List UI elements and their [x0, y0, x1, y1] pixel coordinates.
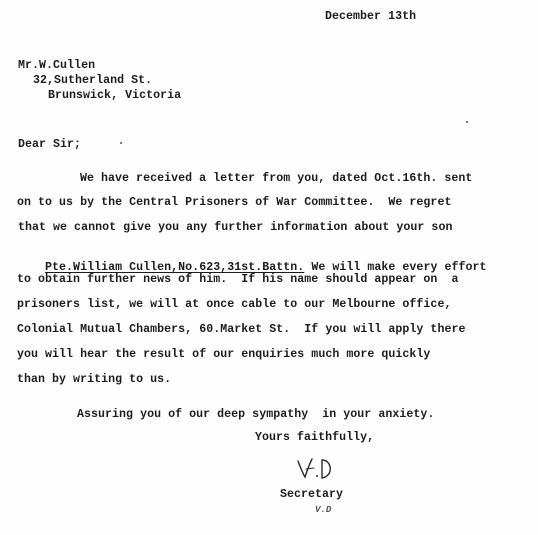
- body-line-3: that we cannot give you any further information about your son: [18, 221, 453, 234]
- body-line-6: prisoners list, we will at once cable to our Melbourne office,: [17, 298, 452, 311]
- closing-line: Assuring you of our deep sympathy in your anxiety.: [77, 408, 435, 421]
- paper-speck: [120, 142, 122, 144]
- recipient-street: 32,Sutherland St.: [33, 74, 153, 87]
- body-line-8: you will hear the result of our enquiries much more quickly: [17, 348, 431, 361]
- body-line-5: to obtain further news of him. If his name should appear on a: [17, 273, 459, 286]
- body-line-9: than by writing to us.: [17, 373, 172, 386]
- recipient-name: Mr.W.Cullen: [18, 59, 96, 72]
- body-line-1: We have received a letter from you, dated Oct.16th. sent: [80, 172, 473, 185]
- letter-date: December 13th: [325, 10, 417, 23]
- body-line-4-rest: We will make every effort: [304, 261, 487, 274]
- recipient-city: Brunswick, Victoria: [48, 89, 182, 102]
- signatory-title: Secretary: [280, 488, 344, 501]
- handwritten-signature: [294, 456, 342, 484]
- salutation: Dear Sir;: [18, 138, 82, 151]
- soldier-name: Pte.William Cullen,No.623,31st.Battn.: [45, 261, 305, 274]
- paper-speck: [466, 121, 468, 123]
- valediction: Yours faithfully,: [255, 431, 375, 444]
- typist-initials: V.D: [315, 505, 332, 515]
- body-line-7: Colonial Mutual Chambers, 60.Market St. If you will apply there: [17, 323, 466, 336]
- body-line-2: on to us by the Central Prisoners of War Committee. We regret: [17, 196, 452, 209]
